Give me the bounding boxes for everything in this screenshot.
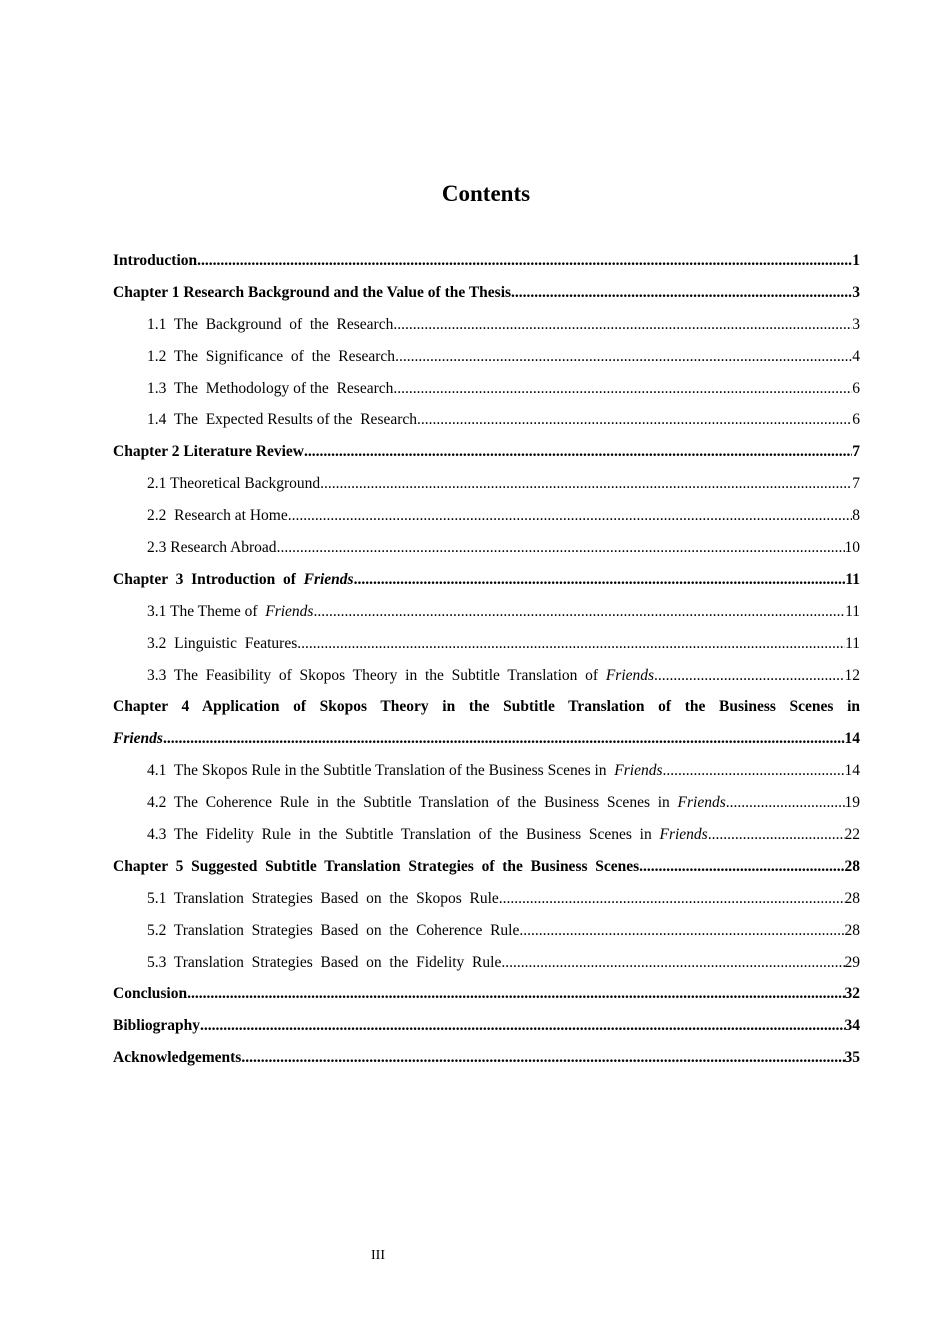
toc-entry-label: 1.3 The Methodology of the Research	[147, 379, 394, 397]
toc-entry-3-1[interactable]	[113, 596, 860, 628]
dot-leader	[354, 564, 846, 596]
dot-leader	[241, 1042, 844, 1074]
toc-entry-italic-title: Friends	[303, 570, 354, 588]
toc-entry-4-3[interactable]	[113, 819, 860, 851]
toc-entry-label: 3.2 Linguistic Features	[147, 634, 298, 652]
toc-entry-chapter-5[interactable]	[113, 851, 860, 883]
page-title: Contents	[441, 181, 531, 206]
toc-entry-page: 34	[844, 1017, 860, 1035]
toc-entry-italic-title: Friends	[614, 762, 663, 780]
dot-leader	[393, 373, 852, 405]
toc-entry-label	[147, 660, 654, 692]
toc-entry-page: 3	[852, 283, 860, 301]
toc-entry-page: 14	[844, 730, 860, 748]
toc-entry-4-1[interactable]	[113, 755, 860, 787]
dot-leader	[663, 755, 845, 787]
toc-entry-4-2[interactable]	[113, 787, 860, 819]
toc-entry-italic-title: Friends	[677, 794, 726, 812]
toc-entry-page: 3	[852, 315, 860, 333]
toc-entry-1-3[interactable]	[113, 373, 860, 405]
toc-entry-page: 32	[844, 985, 860, 1003]
toc-entry-page: 6	[852, 411, 860, 429]
dot-leader	[288, 500, 853, 532]
dot-leader	[304, 436, 852, 468]
toc-entry-label-text: 4.2 The Coherence Rule in the Subtitle Translation of the Business Scenes in	[147, 794, 678, 812]
toc-entry-5-1[interactable]	[113, 883, 860, 915]
toc-entry-5-3[interactable]	[113, 947, 860, 979]
dot-leader	[417, 404, 852, 436]
toc-entry-label	[113, 564, 354, 596]
toc-entry-label: Chapter 2 Literature Review	[113, 443, 304, 461]
toc-entry-3-2[interactable]	[113, 628, 860, 660]
toc-entry-page: 35	[844, 1049, 860, 1067]
dot-leader	[499, 883, 845, 915]
toc-entry-italic-title: Friends	[113, 730, 163, 748]
toc-entry-italic-title: Friends	[605, 666, 655, 684]
toc-entry-chapter-4-line-1[interactable]	[113, 691, 860, 723]
toc-entry-label: Chapter 5 Suggested Subtitle Translation Strategies of the Business Scenes	[113, 857, 640, 875]
dot-leader	[197, 245, 852, 277]
toc-entry-label: Chapter 1 Research Background and the Value of the Thesis	[113, 283, 512, 301]
toc-entry-1-2[interactable]	[113, 341, 860, 373]
toc-entry-page: 10	[844, 539, 860, 557]
page-number: III	[371, 1248, 385, 1263]
dot-leader	[511, 277, 852, 309]
toc-entry-page: 14	[844, 762, 860, 780]
toc-entry-label-text: 3.3 The Feasibility of Skopos Theory in the Subtitle Translation of	[147, 666, 606, 684]
toc-entry-label: 5.3 Translation Strategies Based on the Fidelity Rule	[147, 953, 502, 971]
toc-entry-label: Bibliography	[113, 1017, 200, 1035]
toc-entry-5-2[interactable]	[113, 915, 860, 947]
toc-entry-label	[147, 755, 663, 787]
toc-entry-page: 29	[844, 953, 860, 971]
toc-entry-chapter-2[interactable]	[113, 436, 860, 468]
toc-entry-label	[113, 723, 163, 755]
dot-leader	[708, 819, 845, 851]
toc-entry-conclusion[interactable]	[113, 978, 860, 1010]
dot-leader	[654, 660, 844, 692]
toc-entry-label: 5.2 Translation Strategies Based on the Coherence Rule	[147, 921, 520, 939]
toc-entry-label: 2.1 Theoretical Background	[147, 475, 321, 493]
toc-entry-page: 7	[852, 475, 860, 493]
toc-entry-label	[147, 819, 708, 851]
dot-leader	[163, 723, 845, 755]
toc-entry-label	[147, 787, 726, 819]
dot-leader	[313, 596, 845, 628]
toc-entry-label: Conclusion	[113, 985, 188, 1003]
toc-entry-label-text: 3.1 The Theme of	[147, 602, 266, 620]
toc-entry-label: 5.1 Translation Strategies Based on the Skopos Rule	[147, 889, 499, 907]
toc-entry-2-3[interactable]	[113, 532, 860, 564]
dot-leader	[395, 341, 852, 373]
dot-leader	[297, 628, 845, 660]
toc-entry-page: 4	[852, 347, 860, 365]
toc-entry-label: Chapter 4 Application of Skopos Theory in the Subtitle Translation of the Business Scenes in	[113, 698, 860, 716]
toc-entry-page: 11	[845, 634, 860, 652]
toc-entry-acknowledgements[interactable]	[113, 1042, 860, 1074]
dot-leader	[277, 532, 845, 564]
toc-entry-1-4[interactable]	[113, 404, 860, 436]
toc-entry-chapter-4-line-2[interactable]	[113, 723, 860, 755]
toc-entry-label: Introduction	[113, 252, 198, 269]
toc-entry-label-text: 4.3 The Fidelity Rule in the Subtitle Translation of the Business Scenes in	[147, 826, 660, 844]
toc-entry-chapter-1[interactable]	[113, 277, 860, 309]
toc-entry-page: 19	[844, 794, 860, 812]
table-of-contents	[113, 245, 860, 1074]
dot-leader	[187, 978, 844, 1010]
dot-leader	[200, 1010, 845, 1042]
toc-entry-label: 2.3 Research Abroad	[147, 539, 277, 557]
toc-entry-italic-title: Friends	[265, 602, 314, 620]
toc-entry-page: 6	[852, 379, 860, 397]
toc-entry-page: 28	[844, 857, 860, 875]
toc-entry-bibliography[interactable]	[113, 1010, 860, 1042]
toc-entry-label-text: 4.1 The Skopos Rule in the Subtitle Translation of the Business Scenes in	[147, 762, 615, 780]
dot-leader	[639, 851, 844, 883]
dot-leader	[726, 787, 845, 819]
dot-leader	[393, 309, 852, 341]
toc-entry-page: 11	[845, 602, 860, 620]
dot-leader	[501, 947, 844, 979]
toc-entry-page: 28	[844, 921, 860, 939]
toc-entry-label: 1.2 The Significance of the Research	[147, 347, 396, 365]
toc-entry-label	[147, 596, 313, 628]
toc-entry-page: 7	[852, 443, 860, 461]
dot-leader	[519, 915, 844, 947]
toc-entry-chapter-3[interactable]	[113, 564, 860, 596]
toc-entry-page: 22	[844, 826, 860, 844]
toc-entry-page: 1	[852, 252, 860, 269]
toc-entry-3-3[interactable]	[113, 660, 860, 692]
toc-entry-label: Acknowledgements	[113, 1049, 242, 1067]
toc-entry-page: 8	[852, 507, 860, 525]
toc-entry-page: 28	[844, 889, 860, 907]
toc-entry-introduction[interactable]	[113, 245, 860, 277]
dot-leader	[320, 468, 852, 500]
toc-entry-page: 12	[844, 666, 860, 684]
toc-entry-2-2[interactable]	[113, 500, 860, 532]
toc-entry-1-1[interactable]	[113, 309, 860, 341]
toc-entry-label: 1.1 The Background of the Research	[147, 315, 394, 333]
toc-entry-italic-title: Friends	[659, 826, 708, 844]
toc-entry-label: 2.2 Research at Home	[147, 507, 288, 525]
toc-entry-label-text: Chapter 3 Introduction of	[113, 570, 304, 588]
toc-entry-label: 1.4 The Expected Results of the Research	[147, 411, 418, 429]
toc-entry-2-1[interactable]	[113, 468, 860, 500]
toc-entry-page: 11	[845, 570, 860, 588]
